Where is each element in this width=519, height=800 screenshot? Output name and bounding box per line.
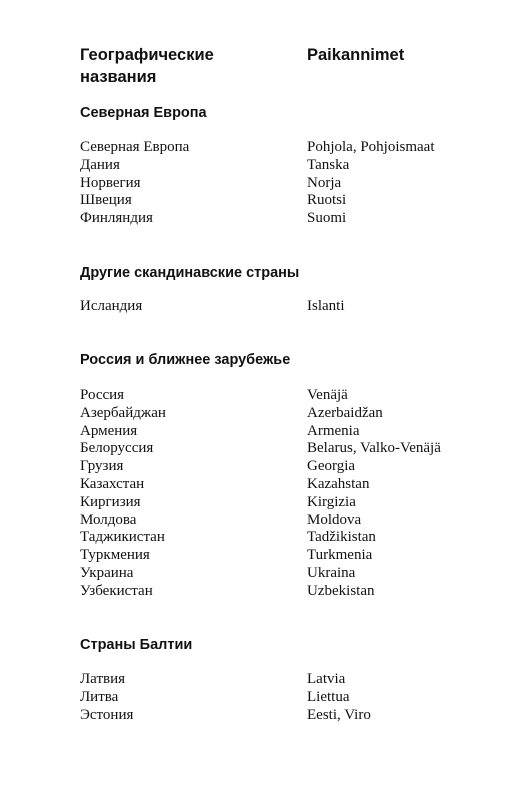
term-finnish: Georgia — [307, 458, 356, 475]
term-finnish: Moldova — [307, 511, 362, 528]
term-russian: Грузия — [80, 458, 124, 475]
header-finnish: Paikannimet — [307, 46, 405, 64]
term-russian: Таджикистан — [80, 529, 165, 546]
term-finnish: Tanska — [307, 156, 350, 173]
term-finnish: Latvia — [307, 671, 346, 687]
list-item — [80, 157, 500, 175]
term-russian: Исландия — [80, 298, 143, 314]
section-heading-other-scandinavian: Другие скандинавские страны — [80, 265, 300, 281]
term-finnish: Ruotsi — [307, 192, 347, 209]
list-item — [80, 192, 500, 210]
header-russian-line1: Географические — [80, 46, 214, 64]
list-item — [80, 175, 500, 193]
list-item — [80, 707, 500, 725]
list-item — [80, 512, 500, 530]
list-item — [80, 476, 500, 494]
term-finnish: Turkmenia — [307, 547, 373, 564]
term-finnish: Kirgizia — [307, 493, 356, 510]
term-finnish: Liettua — [307, 688, 350, 705]
term-russian: Азербайджан — [80, 404, 166, 421]
header-russian-line2: названия — [80, 68, 157, 86]
list-item — [80, 583, 500, 601]
section-rows-northern-europe — [80, 139, 500, 228]
list-item — [80, 529, 500, 547]
term-finnish: Azerbaidžan — [307, 404, 383, 421]
term-finnish: Islanti — [307, 298, 345, 314]
term-russian: Молдова — [80, 511, 137, 528]
list-item — [80, 565, 500, 583]
list-item — [80, 440, 500, 458]
term-finnish: Norja — [307, 174, 342, 191]
term-finnish: Belarus, Valko-Venäjä — [307, 440, 441, 457]
term-finnish: Kazahstan — [307, 475, 370, 492]
term-russian: Литва — [80, 688, 119, 705]
term-russian: Финляндия — [80, 210, 153, 227]
term-russian: Швеция — [80, 192, 132, 209]
term-finnish: Venäjä — [307, 387, 348, 403]
list-item — [80, 458, 500, 476]
list-item — [80, 139, 500, 157]
term-russian: Дания — [80, 156, 120, 173]
section-heading-russia-near-abroad: Россия и ближнее зарубежье — [80, 352, 291, 368]
section-rows-other-scandinavian — [80, 298, 500, 316]
term-russian: Латвия — [80, 671, 126, 687]
list-item — [80, 423, 500, 441]
section-rows-russia-near-abroad — [80, 387, 500, 601]
list-item — [80, 689, 500, 707]
term-finnish: Ukraina — [307, 564, 356, 581]
term-russian: Армения — [80, 422, 138, 439]
list-item — [80, 494, 500, 512]
header-russian — [80, 44, 280, 88]
term-finnish: Uzbekistan — [307, 582, 375, 599]
list-item — [80, 298, 500, 316]
list-item — [80, 387, 500, 405]
term-finnish: Suomi — [307, 210, 347, 227]
section-heading-northern-europe: Северная Европа — [80, 105, 207, 121]
term-russian: Туркмения — [80, 547, 150, 564]
list-item — [80, 405, 500, 423]
term-russian: Норвегия — [80, 174, 141, 191]
term-finnish: Tadžikistan — [307, 529, 376, 546]
term-finnish: Eesti, Viro — [307, 706, 371, 723]
column-headers — [80, 44, 500, 94]
term-russian: Северная Европа — [80, 139, 190, 155]
term-finnish: Armenia — [307, 422, 360, 439]
section-heading-baltic-states: Страны Балтии — [80, 637, 193, 653]
list-item — [80, 210, 500, 228]
section-rows-baltic-states — [80, 671, 500, 724]
term-russian: Киргизия — [80, 493, 141, 510]
term-russian: Узбекистан — [80, 582, 153, 599]
term-finnish: Pohjola, Pohjoismaat — [307, 139, 435, 155]
term-russian: Белоруссия — [80, 440, 154, 457]
term-russian: Казахстан — [80, 475, 145, 492]
term-russian: Россия — [80, 387, 125, 403]
term-russian: Эстония — [80, 706, 134, 723]
list-item — [80, 547, 500, 565]
list-item — [80, 671, 500, 689]
term-russian: Украина — [80, 564, 134, 581]
